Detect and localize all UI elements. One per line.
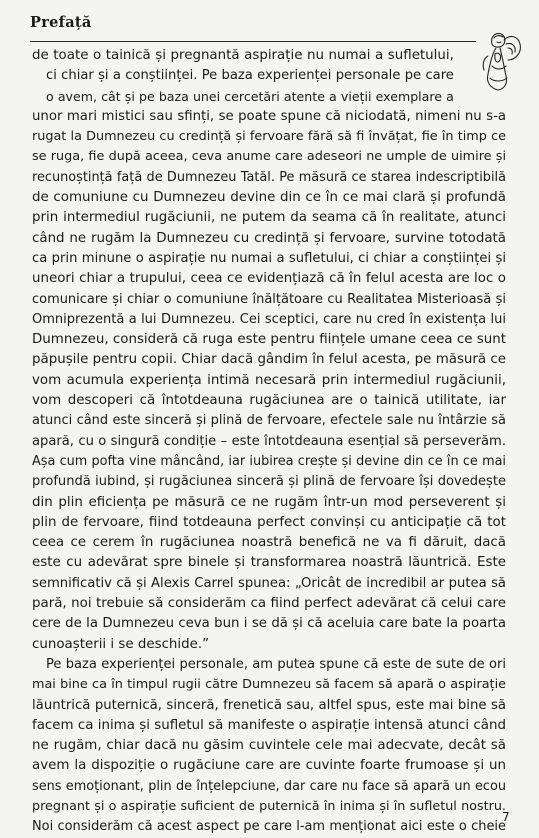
text-line: cunoașterii i se deschide.”: [32, 636, 210, 652]
text-line: apară, cu o singură condiție – este întotdeauna esențial să perseverăm.: [32, 433, 506, 449]
text-line: vom descoperi că întotdeauna rugăciunea are o tainică utilitate, iar: [32, 393, 506, 409]
text-line: unor mari mistici sau sfinți, se poate spune că niciodată, nimeni nu s-a: [32, 108, 506, 124]
text-line: este cu adevărat spre binele și transformarea noastră lăuntrică. Este: [32, 555, 506, 571]
page-header: [30, 14, 478, 44]
text-line: din plin eficiența pe măsură ce ne rugăm într-un mod perseverent și: [32, 494, 506, 510]
text-line: păpușile pentru copii. Chiar dacă gândim în felul acesta, pe măsură ce: [32, 352, 506, 368]
header-rule: [30, 41, 476, 42]
text-line: atunci când este sinceră și plină de fervoare, efectele sale nu întârzie să: [32, 413, 506, 429]
text-line: vom acumula experiența intimă necesară prin intermediul rugăciunii,: [32, 372, 506, 388]
text-line: lăuntrică puternică, sinceră, frenetică sau, altfel spus, este mai bine să: [32, 697, 506, 713]
text-line: se ruga, fie după aceea, ceva anume care adeseori ne umple de uimire și: [32, 149, 506, 165]
text-line: semnificativ că și Alexis Carrel spunea: „Oricât de incredibil ar putea să: [32, 575, 506, 591]
body-text: [32, 46, 506, 838]
text-line: pară, noi trebuie să considerăm ca fiind perfect adevărat că celui care: [32, 596, 506, 612]
text-line: Așa cum pofta vine mâncând, iar iubirea crește și devine din ce în ce mai: [32, 453, 506, 469]
text-line: ne rugăm, chiar dacă nu găsim cuvintele cele mai adecvate, decât să: [32, 738, 506, 754]
text-line: de toate o tainică și pregnantă aspirație nu numai a sufletului,: [32, 48, 454, 63]
text-line: Omniprezentă a lui Dumnezeu. Cei sceptici, care nu cred în existența lui: [32, 311, 506, 327]
text-line: mai bine ca în timpul rugii către Dumnezeu să facem să apară o aspirație: [32, 677, 506, 693]
text-line: ca prin minune o aspirație nu numai a sufletului, ci chiar a conștiinței și: [32, 250, 506, 266]
text-line: o avem, cât și pe baza unei cercetări atente a vieții exemplare a: [46, 88, 454, 104]
text-line: uneori chiar a trupului, ceea ce evidențiază că în felul acesta are loc o: [32, 271, 506, 287]
text-line: recunoștință față de Dumnezeu Tatăl. Pe măsură ce starea indescriptibilă: [32, 169, 506, 185]
text-line: când ne rugăm la Dumnezeu cu credință și fervoare, survine totodată: [32, 230, 506, 246]
text-line: rugat la Dumnezeu cu credință și fervoare fără să fi învățat, fie în timp ce: [32, 129, 506, 145]
text-line: Pe baza experienței personale, am putea spune că este de sute de ori: [46, 656, 506, 672]
text-line: comunicare și chiar o comuniune înălțătoare cu Realitatea Misterioasă și: [32, 291, 506, 307]
text-line: cere de la Dumnezeu ceva bun i se dă și că aceluia care bate la poarta: [32, 616, 506, 632]
text-line: Noi considerăm că acest aspect pe care l-am menționat aici este o cheie: [32, 819, 506, 835]
text-line: prin intermediul rugăciunii, ne putem da seama că în realitate, atunci: [32, 210, 506, 226]
text-line: facem ca inima și sufletul să manifeste o aspirație intensă atunci când: [32, 717, 506, 733]
text-line: pregnant și o aspirație suficient de puternică în inima și în sufletul nostru.: [32, 798, 506, 814]
text-line: plin de fervoare, fiind totdeauna perfect convinși cu anticipație că tot: [32, 514, 506, 530]
text-line: sens emoționant, plin de înțelepciune, dar care nu face să apară un ecou: [32, 778, 506, 794]
page-number: 7: [502, 810, 510, 824]
chapter-title: Prefață: [30, 14, 92, 31]
text-line: ci chiar și a conștiinței. Pe baza experienței personale pe care: [46, 68, 454, 84]
text-line: de comuniune cu Dumnezeu devine din ce în ce mai clară și profundă: [32, 190, 506, 206]
text-line: avem la dispoziție o rugăciune care are cuvinte foarte frumoase și un: [32, 758, 506, 774]
text-line: ceea ce cerem în rugăciunea noastră benefică ne va fi dăruit, dacă: [32, 535, 506, 551]
text-line: profundă iubind, și rugăciunea sinceră și plină de fervoare își dovedește: [32, 474, 506, 490]
text-line: Dumnezeu, consideră că ruga este pentru ființele umane ceea ce sunt: [32, 332, 506, 348]
